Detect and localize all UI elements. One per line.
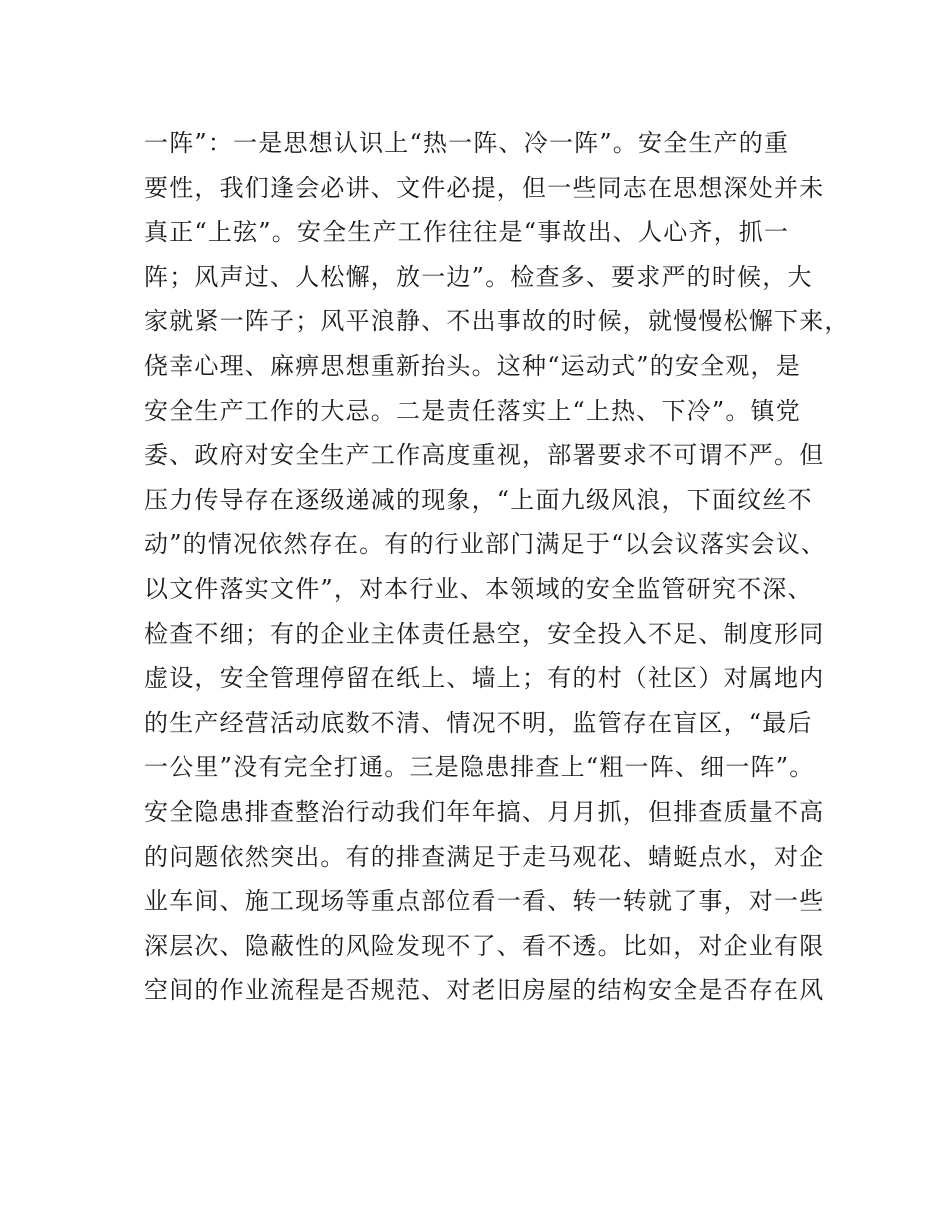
text-line: 压力传导存在逐级递减的现象，“上面九级风浪，下面纹丝不 xyxy=(144,485,813,514)
text-line: 的生产经营活动底数不清、情况不明，监管存在盲区，“最后 xyxy=(144,708,813,737)
body-paragraph xyxy=(144,121,850,1013)
text-line: 空间的作业流程是否规范、对老旧房屋的结构安全是否存在风 xyxy=(144,976,825,1005)
text-line: 要性，我们逢会必讲、文件必提，但一些同志在思想深处并未 xyxy=(144,173,825,202)
text-line: 安全隐患排查整治行动我们年年搞、月月抓，但排查质量不高 xyxy=(144,797,825,826)
text-line: 家就紧一阵子；风平浪静、不出事故的时候，就慢慢松懈下来， xyxy=(144,307,850,336)
text-line: 委、政府对安全生产工作高度重视，部署要求不可谓不严。但 xyxy=(144,441,825,470)
text-line: 虚设，安全管理停留在纸上、墙上；有的村（社区）对属地内 xyxy=(144,664,825,693)
text-line: 侥幸心理、麻痹思想重新抬头。这种“运动式”的安全观，是 xyxy=(144,351,801,380)
text-line: 一公里”没有完全打通。三是隐患排查上“粗一阵、细一阵”。 xyxy=(144,753,815,782)
text-line: 一阵”：一是思想认识上“热一阵、冷一阵”。安全生产的重 xyxy=(144,129,790,157)
text-line: 安全生产工作的大忌。二是责任落实上“上热、下冷”。镇党 xyxy=(144,396,801,425)
text-line: 的问题依然突出。有的排查满足于走马观花、蜻蜓点水，对企 xyxy=(144,842,825,871)
text-line: 阵；风声过、人松懈，放一边”。检查多、要求严的时候，大 xyxy=(144,262,813,291)
text-line: 深层次、隐蔽性的风险发现不了、看不透。比如，对企业有限 xyxy=(144,931,825,960)
text-line: 检查不细；有的企业主体责任悬空，安全投入不足、制度形同 xyxy=(144,619,825,648)
text-line: 真正“上弦”。安全生产工作往往是“事故出、人心齐，抓一 xyxy=(144,218,790,247)
text-line: 业车间、施工现场等重点部位看一看、转一转就了事，对一些 xyxy=(144,887,825,916)
text-line: 以文件落实文件”，对本行业、本领域的安全监管研究不深、 xyxy=(144,574,813,603)
text-line: 动”的情况依然存在。有的行业部门满足于“以会议落实会议、 xyxy=(144,530,827,559)
